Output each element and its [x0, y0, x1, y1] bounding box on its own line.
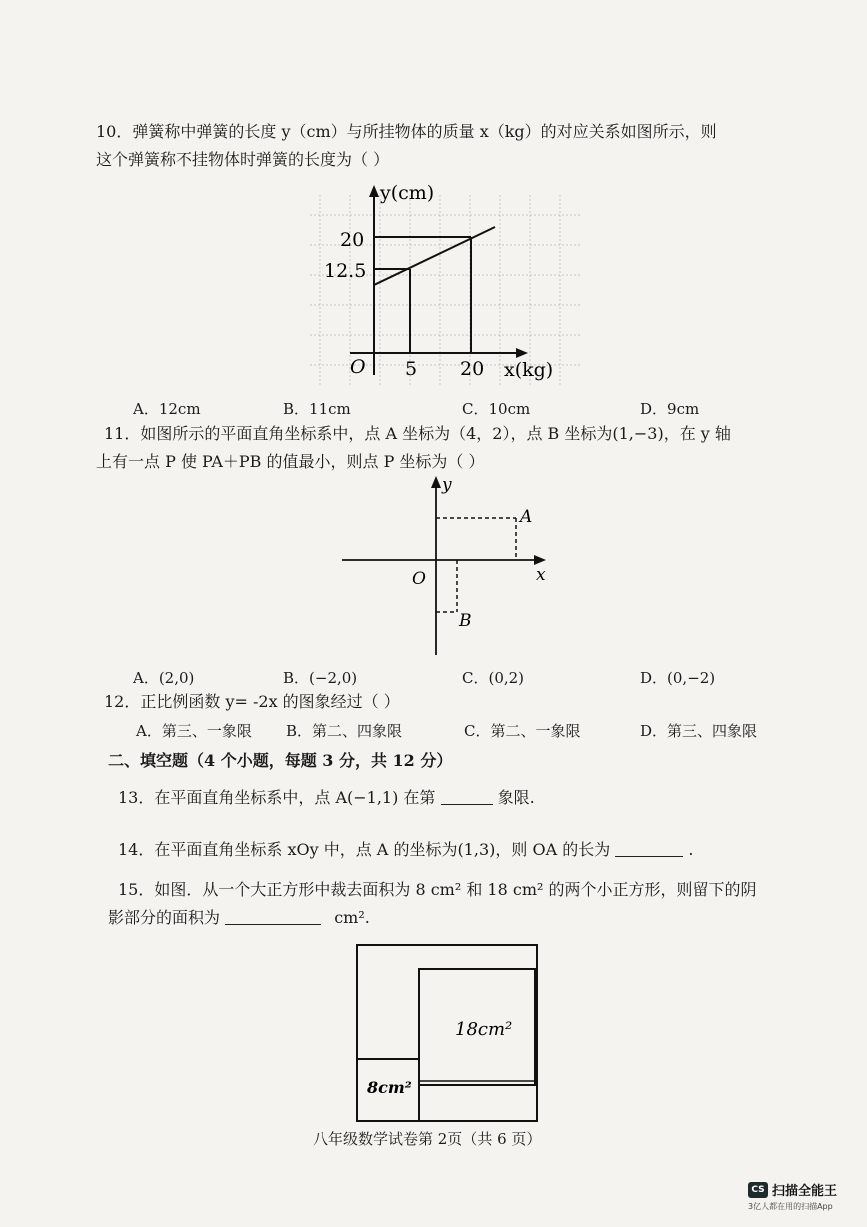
q10-x-axis-label: x(kg): [504, 359, 554, 381]
q10-option-d[interactable]: D．9cm: [640, 400, 700, 418]
q10-y-arrow-icon: [369, 185, 379, 197]
q10-stem-line2: 这个弹簧称不挂物体时弹簧的长度为（ ）: [96, 150, 390, 169]
q15-stem-line1: 15．如图．从一个大正方形中裁去面积为 8 cm² 和 18 cm² 的两个小正方形，则留下的阴: [118, 880, 757, 899]
q12-option-b[interactable]: B．第二、四象限: [286, 722, 403, 740]
q10-option-a[interactable]: A．12cm: [133, 400, 201, 418]
q10-x-tick-20: 20: [460, 358, 485, 380]
q11-origin-label: O: [412, 569, 426, 589]
q14-text-after: .: [688, 840, 694, 859]
q10-origin-label: O: [350, 356, 366, 378]
q15-text-after: cm².: [334, 908, 370, 927]
q11-graph: [330, 470, 570, 660]
q10-option-b[interactable]: B．11cm: [283, 400, 351, 418]
q10-stem-line1: 10．弹簧称中弹簧的长度 y（cm）与所挂物体的质量 x（kg）的对应关系如图所示，则: [96, 122, 717, 141]
q11-option-d[interactable]: D．(0,−2): [640, 669, 716, 687]
watermark-name: 扫描全能王: [772, 1184, 838, 1199]
q15-stem-line2: [108, 908, 370, 928]
page-footer: 八年级数学试卷第 2页（共 6 页）: [313, 1130, 542, 1148]
q11-point-b-label: B: [459, 611, 472, 631]
q11-option-a[interactable]: A．(2,0): [133, 669, 195, 687]
q10-y-tick-20: 20: [340, 229, 365, 251]
q11-stem-line1: 11．如图所示的平面直角坐标系中，点 A 坐标为（4，2），点 B 坐标为(1,−3)，在 y 轴: [104, 424, 731, 443]
q10-option-c[interactable]: C．10cm: [462, 400, 531, 418]
q11-y-label: y: [442, 475, 452, 495]
q15-answer-blank[interactable]: [225, 908, 321, 925]
q11-stem-line2: 上有一点 P 使 PA＋PB 的值最小，则点 P 坐标为（ ）: [96, 452, 485, 471]
q15-big-label: 18cm²: [455, 1019, 513, 1040]
q14-stem: [118, 840, 694, 860]
q14-text-before: 14．在平面直角坐标系 xOy 中，点 A 的坐标为(1,3)，则 OA 的长为: [118, 840, 611, 859]
q11-x-arrow-icon: [534, 555, 546, 565]
q13-text-after: 象限.: [497, 788, 535, 807]
watermark-subtitle: 3亿人都在用的扫描App: [748, 1202, 833, 1211]
q13-answer-blank[interactable]: [441, 788, 493, 805]
q10-x-arrow-icon: [516, 348, 528, 358]
q12-option-c[interactable]: C．第二、一象限: [464, 722, 581, 740]
q10-y-axis-label: y(cm): [380, 182, 435, 204]
q15-text-before: 影部分的面积为: [108, 908, 221, 927]
q14-answer-blank[interactable]: [615, 840, 683, 857]
q11-option-c[interactable]: C．(0,2): [462, 669, 525, 687]
q11-y-arrow-icon: [431, 476, 441, 488]
q10-function-line: [374, 227, 495, 285]
q10-y-tick-12-5: 12.5: [324, 260, 367, 282]
scanner-watermark: [748, 1180, 837, 1212]
q11-point-a-label: A: [520, 507, 533, 527]
q13-stem: [118, 788, 535, 808]
q12-stem: 12．正比例函数 y= -2x 的图象经过（ ）: [104, 692, 400, 711]
q15-squares-figure: [355, 943, 545, 1125]
q10-graph: [300, 175, 590, 395]
q12-option-d[interactable]: D．第三、四象限: [640, 722, 758, 740]
q11-x-label: x: [536, 565, 546, 585]
cs-logo-icon: CS: [748, 1182, 768, 1198]
q13-text-before: 13．在平面直角坐标系中，点 A(−1,1) 在第: [118, 788, 436, 807]
q11-option-b[interactable]: B．(−2,0): [283, 669, 358, 687]
q12-option-a[interactable]: A．第三、一象限: [136, 722, 252, 740]
q15-small-label: 8cm²: [367, 1078, 412, 1097]
section-2-heading: 二、填空题（4 个小题，每题 3 分，共 12 分）: [108, 751, 453, 770]
q10-x-tick-5: 5: [405, 358, 418, 380]
